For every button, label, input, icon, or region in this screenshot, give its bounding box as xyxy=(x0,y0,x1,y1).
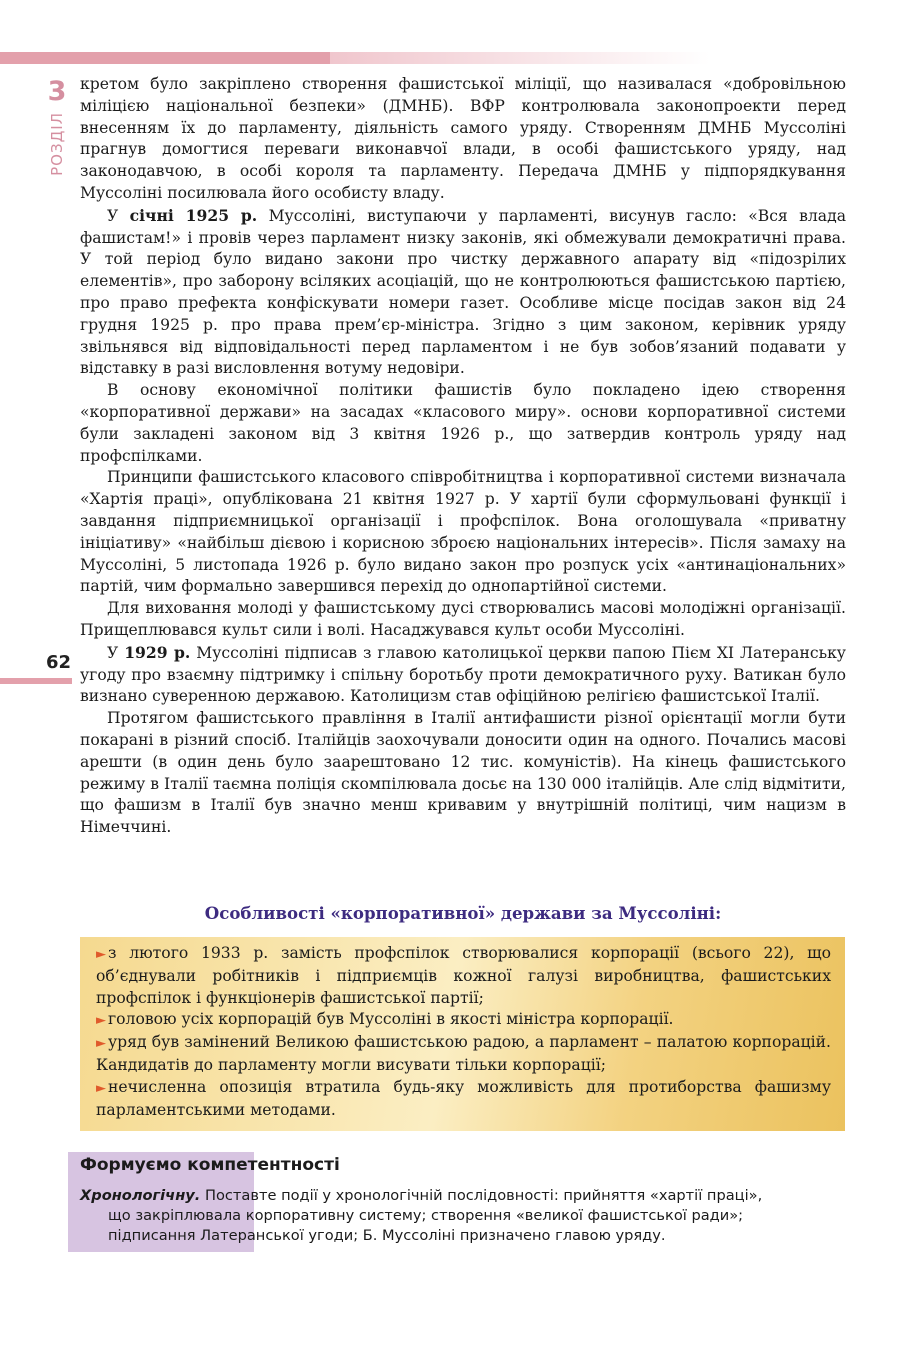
paragraph-6 xyxy=(80,642,846,708)
feature-item-text: з лютого 1933 р. замість профспілок створювалися корпорації (всього 22), що об’єднували робітників і підприємців кожної галузі виробництва, фашистських профспілок і функціонерів фашистської партії; xyxy=(96,944,831,1007)
paragraph-2-start: У xyxy=(107,206,130,225)
date-highlight: 1929 р. xyxy=(124,642,191,662)
competence-task xyxy=(80,1186,850,1246)
top-decor-bar-fade xyxy=(330,52,710,64)
competence-title: Формуємо компетентності xyxy=(80,1155,340,1175)
top-decor-bar xyxy=(0,52,330,64)
feature-item xyxy=(96,1077,831,1122)
paragraph-6-start: У xyxy=(107,643,125,662)
feature-item xyxy=(96,1009,831,1032)
paragraph-4: Принципи фашистського класового співробітництва і корпоративної системи визначала «Хартія праці», опублікована 21 квітня 1927 р. У хартії були сформульовані функції і завдання підприємницької організації і профспілок. Вона оголошувала «приватну ініціативу» «найбільш дієвою і корисною зброєю національних інтересів». Після замаху на Муссоліні, 5 листопада 1926 р. було видано закон про розпуск усіх «антинаціональних» партій, чим формально завершився перехід до однопартійної системи. xyxy=(80,468,846,596)
arrow-bullet-icon: ► xyxy=(96,947,106,962)
feature-item-text: нечисленна опозиція втратила будь-яку можливість для протиборства фашизму парламентськими методами. xyxy=(96,1077,831,1119)
arrow-bullet-icon: ► xyxy=(96,1036,106,1052)
feature-item xyxy=(96,943,831,1009)
section-label xyxy=(42,78,72,188)
competence-label: Хронологічну. xyxy=(80,1187,201,1204)
features-heading: Особливості «корпоративної» держави за Муссоліні: xyxy=(204,903,722,923)
paragraph-2-rest: Муссоліні, виступаючи у парламенті, висунув гасло: «Вся влада фашистам!» і провів через парламент низку законів, які обмежували демократичні права. У той період було видано закони про чистку державного апарату від «підозрілих елементів», про заборону всіляких асоціацій, що не контролюються фашистською партією, про право префекта конфіскувати номери газет. Особливе місце посідав закон від 24 грудня 1925 р. про права прем’єр-міністра. Згідно з цим законом, керівник уряду звільнявся від відповідальності перед парламентом і не був зобов’язаний подавати у відставку в разі висловлення вотуму недовіри. xyxy=(80,206,847,378)
paragraph-3: В основу економічної політики фашистів було покладено ідею створення «корпоративної держави» на засадах «класового миру». основи корпоративної системи були закладені законом від 3 квітня 1926 р., що затвердив контроль уряду над профспілками. xyxy=(80,381,846,465)
competence-text-line1: Поставте події у хронологічній послідовності: прийняття «хартії праці», xyxy=(200,1187,763,1204)
paragraph-7: Протягом фашистського правління в Італії антифашисти різної орієнтації могли бути покарані в різний спосіб. Італійців заохочували доносити один на одного. Почались масові арешти (в один день було заарештовано 12 тис. комуністів). На кінець фашистського режиму в Італії таємна поліція скомпілювала досьє на 130 000 італійців. Але слід відмітити, що фашизм в Італії був значно менш кривавим у внутрішній політиці, чим нацизм в Німеччині. xyxy=(80,709,846,837)
features-box xyxy=(80,937,845,1131)
section-number: 3 xyxy=(47,76,67,107)
paragraph-6-rest: Муссоліні підписав з главою католицької церкви папою Пієм XI Латеранську угоду про взаємну підтримку і спільну боротьбу проти демократичного руху. Ватикан було визнано суверенною державою. Католицизм став офіційною релігією фашистської Італії. xyxy=(80,643,846,706)
main-text xyxy=(80,74,846,839)
page-number: 62 xyxy=(46,652,72,673)
section-word: РОЗДІЛ xyxy=(48,112,66,176)
paragraph-1: кретом було закріплено створення фашистської міліції, що називалася «добровільною міліцією національної безпеки» (ДМНБ). ВФР контролювала законопроекти перед внесенням їх до парламенту, діяльність самого уряду. Створенням ДМНБ Муссоліні прагнув домогтися переваги виконавчої влади, в особі фашистського уряду, над законодавчою, в особі короля та парламенту. Передача ДМНБ у підпорядкування Муссоліні посилювала його особисту владу. xyxy=(80,75,846,202)
arrow-bullet-icon: ► xyxy=(96,1013,106,1029)
competence-text-line2: що закріплювала корпоративну систему; створення «великої фашистської ради»; xyxy=(108,1207,744,1224)
feature-item-text: уряд був замінений Великою фашистською радою, а парламент – палатою корпорацій. Кандидатів до парламенту могли висувати тільки корпорації; xyxy=(96,1033,831,1074)
feature-item-text: головою усіх корпорацій був Муссоліні в якості міністра корпорації. xyxy=(108,1010,674,1029)
feature-item xyxy=(96,1032,831,1077)
date-highlight: січні 1925 р. xyxy=(129,205,258,225)
paragraph-2 xyxy=(80,205,846,380)
paragraph-5: Для виховання молоді у фашистському дусі створювались масові молодіжні організації. Прищеплювався культ сили і волі. Насаджувався культ особи Муссоліні. xyxy=(80,599,846,639)
arrow-bullet-icon: ► xyxy=(96,1080,106,1096)
page-number-bar xyxy=(0,678,72,684)
competence-text-line3: підписання Латеранської угоди; Б. Муссоліні призначено главою уряду. xyxy=(108,1227,666,1244)
